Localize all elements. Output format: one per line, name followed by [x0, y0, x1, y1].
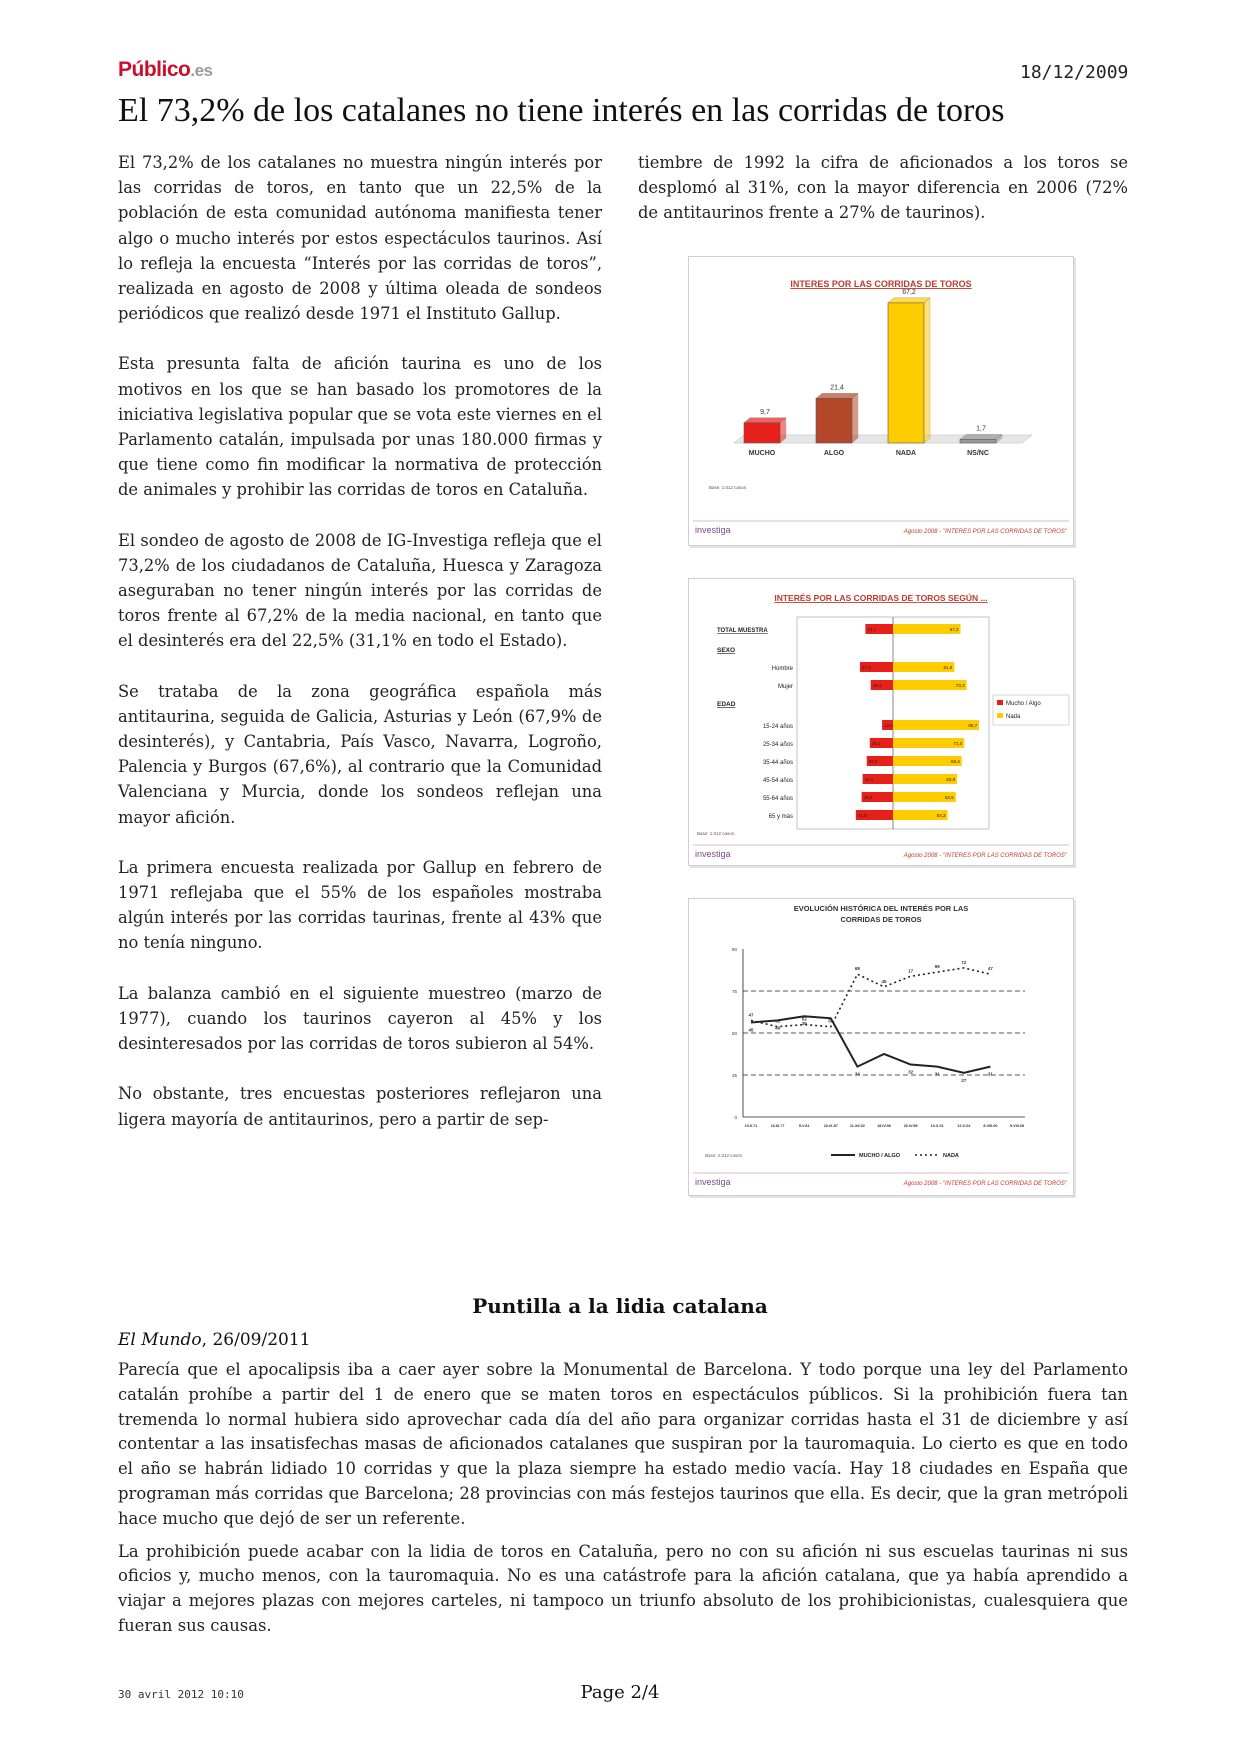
point-label-nada: 47: [748, 1012, 754, 1018]
legend-label: NADA: [943, 1153, 959, 1159]
row-label: 35-44 años: [762, 760, 793, 766]
legend-box: [993, 695, 1069, 725]
point-label-nada: 68: [854, 966, 860, 972]
value-label-nada: 85,7: [968, 723, 978, 728]
value-label-mucho: 34,2: [864, 777, 874, 782]
x-tick-label: 20.IV.98: [903, 1124, 918, 1128]
paragraph: Se trataba de la zona geográfica española más antitaurina, seguida de Galicia, Asturias y León (67,9% de desinterés), y Cantabria, País Vasco, Navarra, Logroño, Palencia y Burgos (67,6%), al contrario que la Comunidad Valenciana y Murcia, donde los sondeos reflejan una mayor afición.: [118, 681, 602, 827]
chart-title: EVOLUCIÓN HISTÓRICA DEL INTERÉS POR LAS: [793, 904, 969, 913]
paragraph: La balanza cambió en el siguiente muestreo (marzo de 1977), cuando los taurinos cayeron al 45% y los desinteresados por las corridas de toros subieron al 54%.: [118, 983, 602, 1054]
row-label: Hombre: [771, 666, 793, 672]
point-label-nada: 17: [908, 968, 914, 974]
y-tick-label: 50: [731, 1031, 737, 1036]
series-line-mucho-algo: [751, 1016, 990, 1073]
point-label-mucho: 31: [987, 1071, 993, 1077]
chart-interest-svg: [689, 257, 1073, 545]
article-column-left: [118, 150, 602, 1157]
article-column-right: [638, 150, 1128, 251]
bar-top: [960, 434, 1002, 439]
point-label-mucho: 45: [748, 1027, 754, 1033]
logo-suffix: .es: [190, 61, 213, 80]
chart-title: CORRIDAS DE TOROS: [840, 915, 922, 924]
source-name: El Mundo: [118, 1330, 202, 1350]
chart-footer: Agosto 2008 - "INTERES POR LAS CORRIDAS DE TOROS": [903, 1181, 1067, 1187]
point-label-nada: 47: [987, 966, 993, 972]
category-label: ALGO: [823, 450, 845, 457]
value-label-mucho: 25,1: [872, 683, 882, 688]
group-header: EDAD: [717, 701, 736, 708]
chart-title: INTERÉS POR LAS CORRIDAS DE TOROS SEGÚN ...: [774, 593, 988, 603]
section-title: Puntilla a la lidia catalana: [472, 1294, 768, 1318]
paragraph: No obstante, tres encuestas posteriores reflejaron una ligera mayoría de antitaurinos, pero a partir de sep-: [118, 1084, 602, 1129]
value-label-mucho: 31,1: [867, 627, 877, 632]
chart-title: INTERES POR LAS CORRIDAS DE TOROS: [790, 279, 972, 289]
legend-swatch-nada: [997, 713, 1003, 718]
chart-footer: Agosto 2008 - "INTERES POR LAS CORRIDAS DE TOROS": [903, 853, 1067, 859]
y-tick-label: 75: [731, 989, 737, 994]
source-line: [118, 1330, 310, 1350]
point-label-mucho: 46: [775, 1025, 781, 1031]
base-note: Base: 2.012 casos: [705, 1153, 743, 1158]
paragraph: Parecía que el apocalipsis iba a caer ayer sobre la Monumental de Barcelona. Y todo porque una ley del Parlamento catalán prohíbe a partir del 1 de enero que se maten toros en espectáculos públicos. Si la prohibición fuera tan tremenda lo normal hubiera sido aprovechar cada día del año para organizar corridas hasta el 31 de diciembre y así contentar a las insatisfechas masas de aficionados catalanes que suspiran por la tauromaquia. Lo cierto es que en todo el año se habrán lidiado 10 corridas y que la plaza siempre ha estado medio vacía. Hay 18 ciudades en España que programan más corridas que Barcelona; 28 provincias con más festejos taurinos que ella. Es decir, que la gran metrópoli hace mucho que dejó de ser un referente.: [118, 1360, 1128, 1528]
x-tick-label: 8.VIII.06: [983, 1124, 998, 1128]
point-label-nada: 53: [775, 1018, 781, 1024]
paragraph: tiembre de 1992 la cifra de aficionados a los toros se desplomó al 31%, con la mayor diferencia en 2006 (72% de antitaurinos frente a 27% de taurinos).: [638, 153, 1128, 223]
point-label-nada: 69: [934, 964, 940, 970]
bar-value-label: 1,7: [976, 425, 986, 433]
row-label: Mujer: [777, 684, 793, 690]
brand-logo: investiga: [695, 1177, 731, 1187]
x-tick-label: 20.IX.87: [823, 1124, 838, 1128]
x-tick-label: 18.IV.96: [877, 1124, 891, 1128]
bar-side: [924, 298, 930, 443]
chart-historical-svg: [689, 899, 1073, 1195]
paragraph: El sondeo de agosto de 2008 de IG-Investiga refleja que el 73,2% de los ciudadanos de Cataluña, Huesca y Zaragoza aseguraban no tener ningún interés por las corridas de toros frente al 67,2% de la media nacional, en tanto que el desinterés era del 22,5% (31,1% en todo el Estado).: [118, 530, 602, 651]
legend-label: Mucho / Algo: [1006, 701, 1041, 707]
x-tick-label: 11.XII.92: [849, 1124, 865, 1128]
bar-top: [816, 393, 858, 398]
article-date: 18/12/2009: [1020, 62, 1129, 83]
bar-side: [852, 393, 858, 443]
chart-footer: Agosto 2008 - "INTERES POR LAS CORRIDAS DE TOROS": [903, 529, 1067, 535]
bar: [816, 398, 852, 443]
paragraph: La prohibición puede acabar con la lidia de toros en Cataluña, pero no con su afición ni sus escuelas taurinas ni sus oficios y, mucho menos, con la tauromaquia. No es una catástrofe para la afición catalana, que ya había aprendido a viajar a mejores plazas con mejores carteles, ni tampoco un triunfo absoluto de los prohibicionistas, cualesquiera que fueran sus causas.: [118, 1541, 1128, 1635]
bar: [960, 439, 996, 443]
series-line-nada: [751, 968, 990, 1027]
value-label-mucho: 29,5: [868, 759, 878, 764]
base-note: Base: 1.012 casos: [697, 831, 735, 836]
row-label: TOTAL MUESTRA: [717, 628, 768, 634]
print-timestamp: 30 avril 2012 10:10: [118, 1688, 244, 1701]
legend-swatch-mucho: [997, 700, 1003, 705]
bar-top: [744, 418, 786, 423]
logo-main: Público: [118, 58, 191, 81]
value-label-mucho: 26,1: [871, 741, 881, 746]
bar: [744, 423, 780, 443]
page-number: Page 2/4: [580, 1682, 660, 1703]
base-note: Base: 1.012 casos: [709, 485, 747, 490]
y-tick-label: 25: [731, 1073, 737, 1078]
chart-historical-evolution: [688, 898, 1074, 1196]
x-tick-label: 12.X.04: [957, 1124, 971, 1128]
value-label-nada: 67,2: [949, 627, 959, 632]
paragraph: El 73,2% de los catalanes no muestra ningún interés por las corridas de toros, en tanto que un 22,5% de la población de esta comunidad autónoma manifiesta tener algo o mucho interés por estos espectáculos taurinos. Así lo refleja la encuesta “Interés por las corridas de toros”, realizada en agosto de 2008 y última oleada de sondeos periódicos que realizó desde 1971 el Instituto Gallup.: [118, 153, 602, 324]
y-tick-label: 0: [734, 1115, 737, 1120]
value-label-nada: 54,3: [936, 813, 946, 818]
x-tick-label: 10.X.01: [930, 1124, 944, 1128]
row-label: 65 y más: [768, 814, 793, 820]
row-label: 25-34 años: [762, 742, 793, 748]
bar-nada: [893, 720, 979, 730]
point-label-mucho: 34: [854, 1071, 860, 1077]
bar-value-label: 21,4: [830, 384, 844, 392]
row-label: 45-54 años: [762, 778, 793, 784]
source-date: , 26/09/2011: [201, 1330, 311, 1350]
chart-interest-group-svg: [689, 579, 1073, 865]
point-label-nada: 52: [801, 1016, 807, 1022]
paragraph: Esta presunta falta de afición taurina es uno de los motivos en los que se han basado los promotores de la iniciativa legislativa popular que se vota este viernes en el Parlamento catalán, impulsada por unas 180.000 firmas y que tiene como fin modificar la normativa de protección de animales y prohibir las corridas de toros en Cataluña.: [118, 354, 602, 500]
value-label-nada: 63,8: [946, 777, 956, 782]
point-label-nada: 45: [881, 978, 887, 984]
value-label-nada: 61,0: [943, 665, 953, 670]
x-tick-label: 16.III.77: [770, 1124, 785, 1128]
value-label-mucho: 12,3: [884, 723, 893, 728]
x-tick-label: 19.II.71: [744, 1124, 758, 1128]
point-label-mucho: 27: [961, 1077, 967, 1083]
value-label-mucho: 41,8: [857, 813, 867, 818]
paragraph: La primera encuesta realizada por Gallup en febrero de 1971 reflejaba que el 55% de los españoles mostraba algún interés por las corridas taurinas, frente al 43% que no tenía ninguno.: [118, 857, 602, 953]
x-tick-label: 5.VIII.08: [1009, 1124, 1025, 1128]
point-label-nada: 56: [828, 1018, 834, 1024]
legend-label: Nada: [1006, 714, 1021, 720]
value-label-nada: 73,3: [955, 683, 965, 688]
legend-label: MUCHO / ALGO: [859, 1153, 901, 1159]
value-label-nada: 68,4: [950, 759, 960, 764]
bar-value-label: 67,2: [902, 288, 916, 296]
value-label-nada: 71,0: [953, 741, 963, 746]
row-label: 55-64 años: [762, 796, 793, 802]
brand-logo: investiga: [695, 849, 731, 859]
chart-interest-bar: [688, 256, 1074, 546]
group-header: SEXO: [717, 647, 736, 654]
point-label-mucho: 32: [908, 1069, 914, 1075]
category-label: MUCHO: [748, 450, 776, 457]
chart-interest-by-group: [688, 578, 1074, 866]
row-label: 15-24 años: [762, 724, 793, 730]
x-tick-label: 5.V.81: [798, 1124, 810, 1128]
publico-logo[interactable]: [118, 58, 212, 82]
value-label-nada: 62,5: [945, 795, 954, 800]
point-label-nada: 72: [961, 959, 967, 965]
category-label: NS/NC: [967, 450, 989, 457]
bar: [888, 303, 924, 443]
article2-body: [118, 1358, 1128, 1647]
point-label-mucho: 31: [934, 1071, 940, 1077]
brand-logo: investiga: [695, 525, 731, 535]
headline: El 73,2% de los catalanes no tiene interés en las corridas de toros: [118, 92, 1005, 129]
y-tick-label: 80: [731, 947, 737, 952]
value-label-mucho: 35,3: [863, 795, 873, 800]
point-label-mucho: 39: [801, 1021, 807, 1027]
bar-top: [888, 298, 930, 303]
value-label-mucho: 37,2: [861, 665, 871, 670]
category-label: NADA: [895, 450, 917, 457]
bar-value-label: 9,7: [760, 408, 770, 416]
